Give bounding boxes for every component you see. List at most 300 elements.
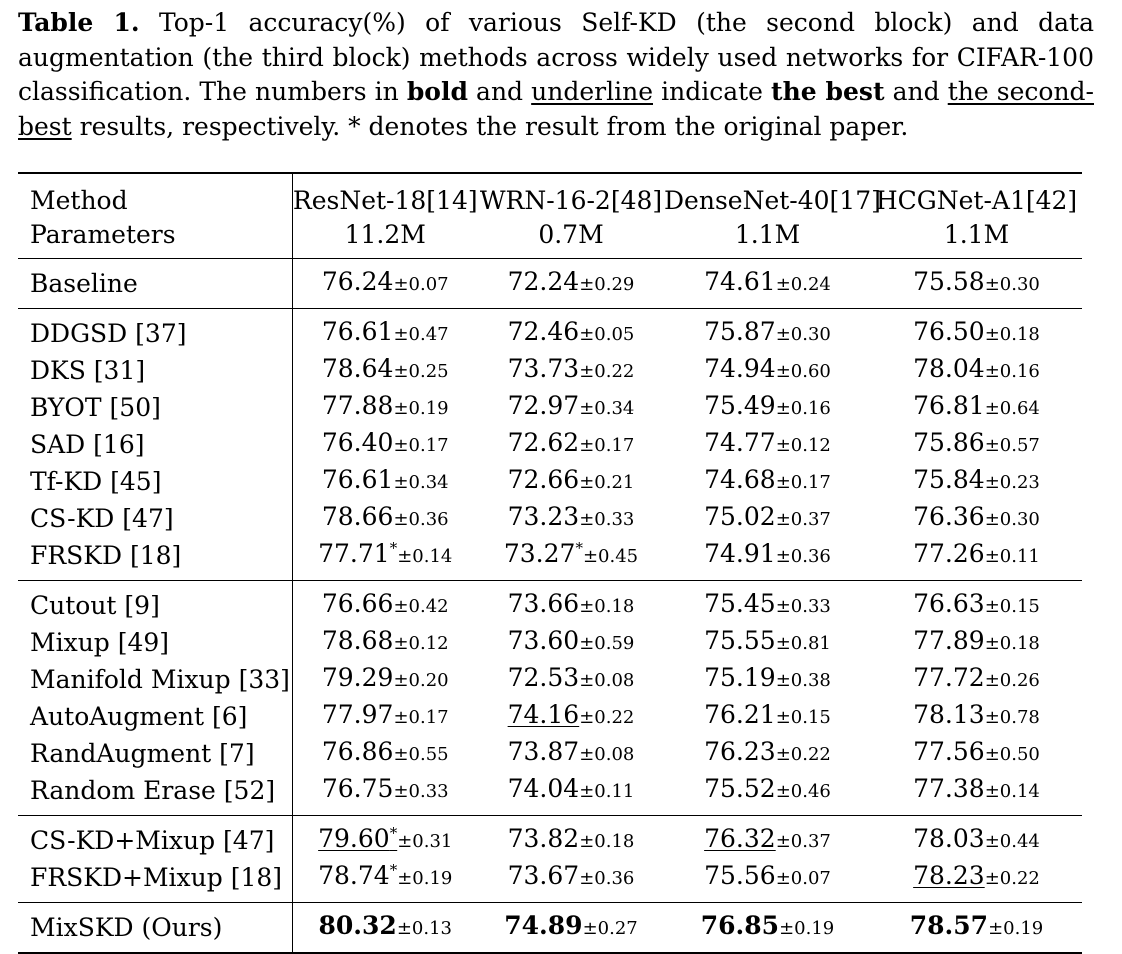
accuracy-number: 78.74 xyxy=(318,861,390,890)
accuracy-value xyxy=(322,626,394,655)
std-deviation: ±0.17 xyxy=(579,435,635,456)
method-name: RandAugment [7] xyxy=(18,735,292,772)
accuracy-value xyxy=(508,663,580,692)
accuracy-cell xyxy=(871,903,1082,954)
std-deviation: ±0.07 xyxy=(775,868,831,889)
header-parameters: Parameters xyxy=(18,218,292,259)
original-paper-marker: * xyxy=(389,861,398,879)
accuracy-number: 75.58 xyxy=(913,267,985,296)
accuracy-number: 76.61 xyxy=(321,465,394,494)
accuracy-number: 77.26 xyxy=(913,539,985,568)
accuracy-number: 73.60 xyxy=(507,626,580,655)
std-deviation: ±0.15 xyxy=(984,596,1040,617)
accuracy-value xyxy=(319,911,397,940)
accuracy-value xyxy=(322,737,394,766)
accuracy-number: 76.40 xyxy=(321,428,394,457)
accuracy-cell xyxy=(664,581,871,625)
std-deviation: ±0.05 xyxy=(579,324,635,345)
table-row xyxy=(18,772,1082,816)
accuracy-number: 78.13 xyxy=(913,700,985,729)
accuracy-value xyxy=(913,267,985,296)
original-paper-marker: * xyxy=(389,539,398,557)
caption-second-phrase: the second-best xyxy=(18,77,1094,141)
method-name: AutoAugment [6] xyxy=(18,698,292,735)
accuracy-cell xyxy=(478,463,664,500)
accuracy-cell xyxy=(292,352,478,389)
accuracy-number: 74.91 xyxy=(704,539,776,568)
accuracy-number: 77.56 xyxy=(913,737,985,766)
header-network-params: 1.1M xyxy=(943,220,1010,249)
accuracy-number: 78.66 xyxy=(321,502,394,531)
accuracy-cell xyxy=(292,500,478,537)
accuracy-cell xyxy=(871,859,1082,903)
accuracy-cell xyxy=(664,772,871,816)
std-deviation: ±0.22 xyxy=(579,361,635,382)
method-name: Manifold Mixup [33] xyxy=(18,661,292,698)
accuracy-value xyxy=(322,774,394,803)
accuracy-number: 73.87 xyxy=(507,737,580,766)
accuracy-value xyxy=(704,737,776,766)
accuracy-cell xyxy=(292,661,478,698)
accuracy-cell xyxy=(664,463,871,500)
std-deviation: ±0.36 xyxy=(579,868,635,889)
accuracy-value xyxy=(704,391,776,420)
accuracy-value xyxy=(322,589,394,618)
accuracy-value xyxy=(913,589,985,618)
accuracy-number: 76.36 xyxy=(913,502,985,531)
caption-text-2: and xyxy=(467,77,532,106)
table-row xyxy=(18,661,1082,698)
std-deviation: ±0.81 xyxy=(775,633,831,654)
accuracy-number: 75.55 xyxy=(704,626,776,655)
accuracy-value xyxy=(704,626,776,655)
accuracy-value xyxy=(318,539,397,568)
table-row xyxy=(18,624,1082,661)
accuracy-cell xyxy=(871,772,1082,816)
method-name: Baseline xyxy=(18,259,292,309)
accuracy-cell xyxy=(664,816,871,860)
table-row xyxy=(18,859,1082,903)
std-deviation: ±0.47 xyxy=(393,324,449,345)
accuracy-value xyxy=(913,391,985,420)
accuracy-number: 72.46 xyxy=(507,317,580,346)
std-deviation: ±0.21 xyxy=(579,472,635,493)
accuracy-value xyxy=(508,428,580,457)
accuracy-number: 75.02 xyxy=(704,502,776,531)
accuracy-number: 77.72 xyxy=(913,663,985,692)
accuracy-value xyxy=(508,824,580,853)
std-deviation: ±0.08 xyxy=(579,670,635,691)
caption-text-5: results, respectively. * denotes the result from the original paper. xyxy=(71,111,909,141)
std-deviation: ±0.22 xyxy=(775,744,831,765)
accuracy-value xyxy=(913,428,985,457)
accuracy-cell xyxy=(664,500,871,537)
accuracy-number: 73.73 xyxy=(507,354,580,383)
method-name: CS-KD [47] xyxy=(18,500,292,537)
table-row xyxy=(18,735,1082,772)
accuracy-value xyxy=(322,663,394,692)
accuracy-value xyxy=(504,539,583,568)
accuracy-cell xyxy=(664,859,871,903)
accuracy-value xyxy=(322,428,394,457)
accuracy-cell xyxy=(478,816,664,860)
accuracy-cell xyxy=(292,537,478,581)
accuracy-number: 77.71 xyxy=(318,539,390,568)
method-name: SAD [16] xyxy=(18,426,292,463)
method-name: Mixup [49] xyxy=(18,624,292,661)
std-deviation: ±0.37 xyxy=(775,831,831,852)
std-deviation: ±0.12 xyxy=(393,633,449,654)
accuracy-number: 76.23 xyxy=(704,737,776,766)
accuracy-number: 79.29 xyxy=(321,663,394,692)
accuracy-cell xyxy=(292,463,478,500)
std-deviation: ±0.19 xyxy=(397,868,453,889)
accuracy-number: 75.49 xyxy=(704,391,776,420)
accuracy-cell xyxy=(478,735,664,772)
accuracy-value xyxy=(704,774,776,803)
std-deviation: ±0.60 xyxy=(775,361,831,382)
accuracy-number: 76.85 xyxy=(700,911,780,940)
std-deviation: ±0.36 xyxy=(393,509,449,530)
accuracy-value xyxy=(704,267,776,296)
accuracy-number: 75.86 xyxy=(913,428,985,457)
accuracy-value xyxy=(704,824,776,853)
std-deviation: ±0.18 xyxy=(579,831,635,852)
accuracy-number: 78.03 xyxy=(913,824,985,853)
accuracy-cell xyxy=(664,426,871,463)
std-deviation: ±0.34 xyxy=(393,472,449,493)
std-deviation: ±0.20 xyxy=(393,670,449,691)
accuracy-value xyxy=(508,861,580,890)
accuracy-cell xyxy=(871,735,1082,772)
std-deviation: ±0.22 xyxy=(984,868,1040,889)
accuracy-number: 76.86 xyxy=(321,737,394,766)
std-deviation: ±0.18 xyxy=(984,633,1040,654)
std-deviation: ±0.30 xyxy=(775,324,831,345)
accuracy-number: 76.81 xyxy=(913,391,985,420)
accuracy-cell xyxy=(292,735,478,772)
accuracy-cell xyxy=(478,500,664,537)
accuracy-number: 75.84 xyxy=(913,465,985,494)
table-row xyxy=(18,309,1082,353)
header-row-params xyxy=(18,218,1082,259)
accuracy-value xyxy=(508,626,580,655)
method-name: MixSKD (Ours) xyxy=(18,903,292,954)
accuracy-cell xyxy=(478,309,664,353)
accuracy-value xyxy=(913,700,985,729)
table-row xyxy=(18,581,1082,625)
accuracy-number: 76.61 xyxy=(321,317,394,346)
header-network-params: 11.2M xyxy=(344,220,426,249)
accuracy-cell xyxy=(871,259,1082,309)
std-deviation: ±0.11 xyxy=(984,546,1040,567)
std-deviation: ±0.33 xyxy=(775,596,831,617)
accuracy-value xyxy=(910,911,988,940)
accuracy-value xyxy=(704,539,776,568)
accuracy-cell xyxy=(478,624,664,661)
accuracy-number: 74.04 xyxy=(507,774,580,803)
std-deviation: ±0.26 xyxy=(984,670,1040,691)
accuracy-value xyxy=(322,391,394,420)
method-name: DDGSD [37] xyxy=(18,309,292,353)
accuracy-value xyxy=(508,465,580,494)
std-deviation: ±0.50 xyxy=(984,744,1040,765)
accuracy-value xyxy=(704,700,776,729)
accuracy-number: 72.62 xyxy=(507,428,580,457)
accuracy-number: 73.67 xyxy=(507,861,580,890)
std-deviation: ±0.30 xyxy=(984,509,1040,530)
accuracy-number: 76.50 xyxy=(913,317,985,346)
table-row xyxy=(18,903,1082,954)
accuracy-value xyxy=(913,663,985,692)
std-deviation: ±0.44 xyxy=(984,831,1040,852)
accuracy-value xyxy=(508,267,580,296)
accuracy-cell xyxy=(871,581,1082,625)
std-deviation: ±0.34 xyxy=(579,398,635,419)
accuracy-cell xyxy=(664,735,871,772)
accuracy-cell xyxy=(292,426,478,463)
accuracy-cell xyxy=(292,903,478,954)
std-deviation: ±0.17 xyxy=(393,435,449,456)
accuracy-value xyxy=(704,354,776,383)
accuracy-value xyxy=(913,737,985,766)
std-deviation: ±0.16 xyxy=(984,361,1040,382)
method-name: DKS [31] xyxy=(18,352,292,389)
accuracy-number: 72.24 xyxy=(507,267,580,296)
accuracy-number: 73.82 xyxy=(507,824,580,853)
std-deviation: ±0.07 xyxy=(393,274,449,295)
std-deviation: ±0.36 xyxy=(775,546,831,567)
caption-label: Table 1. xyxy=(18,8,140,37)
caption-bold-word: bold xyxy=(406,77,468,106)
std-deviation: ±0.15 xyxy=(775,707,831,728)
caption-best-phrase: the best xyxy=(771,77,885,106)
accuracy-cell xyxy=(478,581,664,625)
accuracy-cell xyxy=(292,859,478,903)
std-deviation: ±0.27 xyxy=(582,918,638,939)
accuracy-cell xyxy=(478,389,664,426)
accuracy-number: 76.24 xyxy=(321,267,394,296)
accuracy-number: 78.64 xyxy=(321,354,394,383)
accuracy-number: 75.87 xyxy=(704,317,776,346)
accuracy-value xyxy=(508,354,580,383)
accuracy-number: 77.97 xyxy=(321,700,394,729)
accuracy-number: 79.60 xyxy=(318,824,390,853)
std-deviation: ±0.18 xyxy=(984,324,1040,345)
accuracy-number: 78.04 xyxy=(913,354,985,383)
std-deviation: ±0.19 xyxy=(988,918,1044,939)
accuracy-number: 78.57 xyxy=(909,911,989,940)
accuracy-cell xyxy=(664,389,871,426)
method-name: Random Erase [52] xyxy=(18,772,292,816)
accuracy-value xyxy=(704,502,776,531)
std-deviation: ±0.14 xyxy=(984,781,1040,802)
accuracy-number: 77.89 xyxy=(913,626,985,655)
accuracy-cell xyxy=(478,661,664,698)
std-deviation: ±0.78 xyxy=(984,707,1040,728)
accuracy-number: 72.66 xyxy=(507,465,580,494)
std-deviation: ±0.22 xyxy=(579,707,635,728)
accuracy-value xyxy=(913,824,985,853)
accuracy-number: 75.56 xyxy=(704,861,776,890)
accuracy-number: 74.89 xyxy=(504,911,583,940)
caption-text-3: indicate xyxy=(653,77,772,106)
method-name: FRSKD+Mixup [18] xyxy=(18,859,292,903)
accuracy-cell xyxy=(292,389,478,426)
method-name: BYOT [50] xyxy=(18,389,292,426)
accuracy-cell xyxy=(292,816,478,860)
accuracy-number: 76.21 xyxy=(704,700,776,729)
accuracy-cell xyxy=(871,309,1082,353)
accuracy-cell xyxy=(478,426,664,463)
accuracy-cell xyxy=(478,352,664,389)
accuracy-number: 73.23 xyxy=(507,502,580,531)
accuracy-value xyxy=(913,317,985,346)
accuracy-number: 78.68 xyxy=(321,626,394,655)
original-paper-marker: * xyxy=(389,824,398,842)
table-row xyxy=(18,816,1082,860)
accuracy-number: 74.94 xyxy=(704,354,776,383)
std-deviation: ±0.11 xyxy=(579,781,635,802)
accuracy-value xyxy=(913,354,985,383)
accuracy-value xyxy=(704,428,776,457)
std-deviation: ±0.42 xyxy=(393,596,449,617)
accuracy-value xyxy=(913,861,985,890)
accuracy-value xyxy=(508,700,580,729)
accuracy-cell xyxy=(664,903,871,954)
table-caption xyxy=(18,6,1094,144)
method-name: FRSKD [18] xyxy=(18,537,292,581)
table-row xyxy=(18,352,1082,389)
std-deviation: ±0.19 xyxy=(393,398,449,419)
accuracy-value xyxy=(704,589,776,618)
header-network-params: 1.1M xyxy=(734,220,801,249)
accuracy-number: 78.23 xyxy=(913,861,985,890)
std-deviation: ±0.31 xyxy=(397,831,453,852)
std-deviation: ±0.59 xyxy=(579,633,635,654)
accuracy-number: 72.97 xyxy=(507,391,580,420)
accuracy-value xyxy=(704,663,776,692)
std-deviation: ±0.38 xyxy=(775,670,831,691)
method-name: Tf-KD [45] xyxy=(18,463,292,500)
accuracy-cell xyxy=(664,259,871,309)
accuracy-number: 76.75 xyxy=(321,774,394,803)
accuracy-cell xyxy=(871,698,1082,735)
accuracy-cell xyxy=(871,426,1082,463)
accuracy-cell xyxy=(292,772,478,816)
accuracy-cell xyxy=(871,463,1082,500)
accuracy-cell xyxy=(478,772,664,816)
accuracy-cell xyxy=(664,698,871,735)
accuracy-cell xyxy=(292,259,478,309)
std-deviation: ±0.37 xyxy=(775,509,831,530)
accuracy-value xyxy=(701,911,779,940)
std-deviation: ±0.29 xyxy=(579,274,635,295)
accuracy-cell xyxy=(292,581,478,625)
accuracy-number: 72.53 xyxy=(507,663,580,692)
accuracy-value xyxy=(508,502,580,531)
accuracy-value xyxy=(322,502,394,531)
accuracy-number: 73.66 xyxy=(507,589,580,618)
accuracy-cell xyxy=(292,624,478,661)
accuracy-number: 75.52 xyxy=(704,774,776,803)
accuracy-value xyxy=(508,737,580,766)
accuracy-cell xyxy=(478,537,664,581)
accuracy-value xyxy=(508,391,580,420)
accuracy-cell xyxy=(871,816,1082,860)
table-row xyxy=(18,426,1082,463)
accuracy-number: 77.88 xyxy=(321,391,394,420)
accuracy-cell xyxy=(871,500,1082,537)
std-deviation: ±0.30 xyxy=(984,274,1040,295)
method-name: Cutout [9] xyxy=(18,581,292,625)
accuracy-number: 76.32 xyxy=(704,824,776,853)
accuracy-number: 74.68 xyxy=(704,465,776,494)
header-network-name: HCGNet-A1[42] xyxy=(871,173,1082,218)
accuracy-number: 74.61 xyxy=(704,267,776,296)
table-row xyxy=(18,500,1082,537)
std-deviation: ±0.13 xyxy=(396,918,452,939)
accuracy-number: 80.32 xyxy=(318,911,397,940)
accuracy-value xyxy=(704,317,776,346)
std-deviation: ±0.12 xyxy=(775,435,831,456)
accuracy-value xyxy=(318,861,397,890)
header-network-params: 0.7M xyxy=(538,220,604,249)
accuracy-value xyxy=(913,502,985,531)
accuracy-cell xyxy=(664,624,871,661)
std-deviation: ±0.08 xyxy=(579,744,635,765)
caption-underline-word: underline xyxy=(531,77,653,106)
accuracy-cell xyxy=(871,389,1082,426)
caption-text-1: Top-1 accuracy(%) of various Self-KD (the second block) and data augmentation (the third block) methods across widely used networks for CIFAR-100 classification. The numbers in xyxy=(18,8,1094,106)
accuracy-number: 76.63 xyxy=(913,589,985,618)
accuracy-value xyxy=(704,465,776,494)
accuracy-cell xyxy=(664,352,871,389)
std-deviation: ±0.55 xyxy=(393,744,449,765)
accuracy-cell xyxy=(664,309,871,353)
std-deviation: ±0.23 xyxy=(984,472,1040,493)
accuracy-cell xyxy=(871,537,1082,581)
accuracy-cell xyxy=(871,624,1082,661)
accuracy-number: 75.45 xyxy=(704,589,776,618)
header-method: Method xyxy=(18,173,292,218)
std-deviation: ±0.16 xyxy=(775,398,831,419)
std-deviation: ±0.33 xyxy=(579,509,635,530)
accuracy-number: 74.16 xyxy=(507,700,580,729)
accuracy-value xyxy=(322,700,394,729)
accuracy-value xyxy=(704,861,776,890)
accuracy-value xyxy=(913,774,985,803)
std-deviation: ±0.18 xyxy=(579,596,635,617)
accuracy-number: 77.38 xyxy=(913,774,985,803)
std-deviation: ±0.17 xyxy=(393,707,449,728)
accuracy-cell xyxy=(292,698,478,735)
accuracy-value xyxy=(508,317,580,346)
header-row-networks xyxy=(18,173,1082,218)
table-row xyxy=(18,259,1082,309)
header-network-name: DenseNet-40[17] xyxy=(664,173,871,218)
std-deviation: ±0.25 xyxy=(393,361,449,382)
std-deviation: ±0.64 xyxy=(984,398,1040,419)
accuracy-cell xyxy=(478,903,664,954)
accuracy-value xyxy=(508,589,580,618)
std-deviation: ±0.46 xyxy=(775,781,831,802)
accuracy-cell xyxy=(871,661,1082,698)
accuracy-value xyxy=(322,354,394,383)
accuracy-cell xyxy=(664,537,871,581)
results-table-body xyxy=(18,173,1082,953)
accuracy-cell xyxy=(478,259,664,309)
